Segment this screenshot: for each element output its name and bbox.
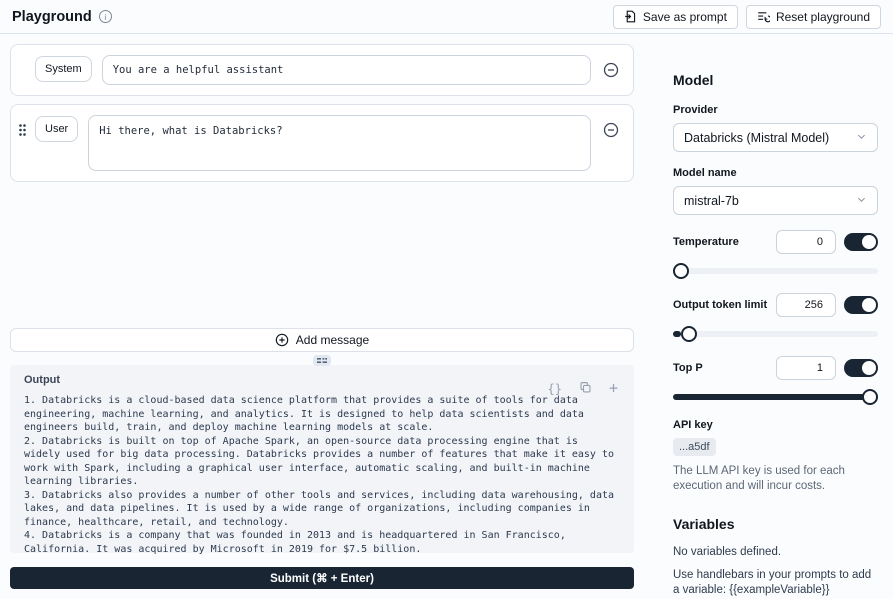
- copy-icon[interactable]: [579, 381, 592, 396]
- reset-icon: [757, 10, 770, 23]
- provider-select[interactable]: Databricks (Mistral Model): [673, 123, 878, 152]
- json-view-icon[interactable]: {}: [547, 381, 562, 396]
- save-icon: [624, 10, 637, 23]
- provider-label: Provider: [673, 104, 718, 116]
- prompt-column: [10, 44, 634, 589]
- reset-playground-button[interactable]: Reset playground: [746, 5, 881, 29]
- plus-circle-icon: [275, 333, 289, 347]
- top-p-label: Top P: [673, 362, 703, 374]
- submit-button[interactable]: Submit (⌘ + Enter): [10, 567, 634, 589]
- api-key-label: API key: [673, 419, 713, 431]
- api-key-value[interactable]: ...a5df: [673, 438, 716, 456]
- chevron-down-icon: [856, 194, 867, 208]
- drag-handle-icon[interactable]: [18, 123, 27, 142]
- chevron-down-icon: [856, 131, 867, 145]
- top-header: [0, 0, 893, 34]
- top-p-toggle[interactable]: [844, 359, 878, 377]
- output-panel: [10, 365, 634, 553]
- system-message-input[interactable]: [102, 55, 591, 85]
- output-label: Output: [24, 374, 61, 386]
- temperature-row: [673, 230, 878, 254]
- temperature-slider[interactable]: [673, 263, 878, 279]
- remove-message-button[interactable]: [601, 60, 621, 83]
- output-token-limit-row: [673, 293, 878, 317]
- top-p-input[interactable]: [776, 356, 836, 380]
- temperature-input[interactable]: [776, 230, 836, 254]
- top-p-row: [673, 356, 878, 380]
- api-key-help-text: The LLM API key is used for each execution and will incur costs.: [673, 465, 845, 492]
- model-name-select[interactable]: mistral-7b: [673, 186, 878, 215]
- temperature-label: Temperature: [673, 236, 739, 248]
- output-token-limit-slider[interactable]: [673, 326, 878, 342]
- temperature-toggle[interactable]: [844, 233, 878, 251]
- output-resize-handle[interactable]: [313, 355, 331, 366]
- add-message-button[interactable]: Add message: [10, 328, 634, 352]
- role-selector-system[interactable]: System: [35, 56, 92, 82]
- spacer: [10, 190, 634, 328]
- output-toolbar: [548, 381, 618, 396]
- message-row-system: [10, 44, 634, 96]
- model-name-label: Model name: [673, 167, 737, 179]
- top-p-slider[interactable]: [673, 389, 878, 405]
- header-actions: [613, 5, 881, 29]
- variables-empty-text: No variables defined.: [673, 546, 782, 558]
- output-token-limit-toggle[interactable]: [844, 296, 878, 314]
- output-text: 1. Databricks is a cloud-based data science platform that provides a suite of tools for data engineering, machine learning, and analytics. It is designed to help data scientists and data engineers build, train, and deploy machine learning models at scale. 2. Databricks is built on top of Apache Spark, an open-source data processing engine that is widely used for big data processing. Databricks provides a number of features that make it easy to work with Spark, including a graphical user interface, automatic scaling, and built-in machine learning libraries. 3. Databricks also provides a number of other tools and services, including data warehousing, data lakes, and data pipelines. It is used by a wide range of organizations, including companies in finance, healthcare, retail, and technology. 4. Databricks is a company that was founded in 2013 and is headquartered in San Francisco, California. It was acquired by Microsoft in 2019 for $7.5 billion.: [24, 395, 615, 555]
- role-selector-user[interactable]: User: [35, 116, 78, 142]
- remove-message-button[interactable]: [601, 120, 621, 143]
- model-heading: Model: [673, 72, 714, 88]
- variables-heading: Variables: [673, 516, 735, 532]
- info-icon[interactable]: i: [99, 10, 112, 23]
- model-settings-sidebar: [673, 34, 878, 599]
- user-message-textarea[interactable]: [88, 115, 591, 171]
- save-as-prompt-button[interactable]: Save as prompt: [613, 5, 738, 29]
- output-token-limit-label: Output token limit: [673, 299, 768, 311]
- output-token-limit-input[interactable]: [776, 293, 836, 317]
- variables-help-text: Use handlebars in your prompts to add a variable: {{exampleVariable}}: [673, 569, 872, 596]
- add-output-icon[interactable]: +: [608, 379, 618, 397]
- message-row-user: [10, 104, 634, 182]
- page-title: Playground: [12, 8, 92, 25]
